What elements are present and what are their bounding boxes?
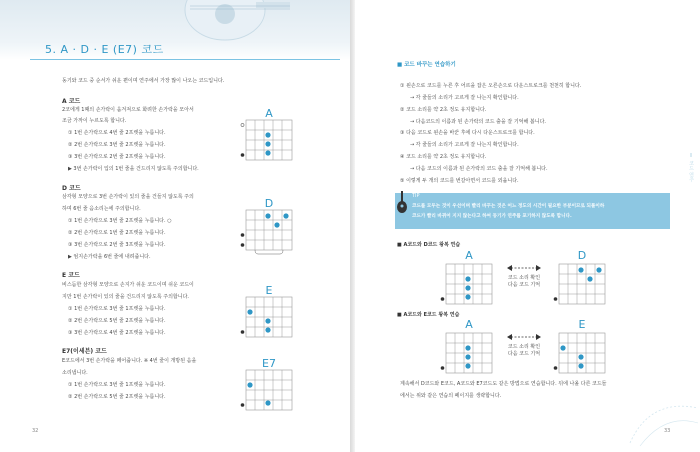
chord-diagram-e [240,295,298,345]
practice-step: → 다음 코드의 이름과 된 손가락의 코드 출을 잘 기억해 봅니다. [410,166,548,172]
closing-text: 계속해서 D코드와 E코드, A코드와 E7코드도 같은 방법으로 연습합니다. 뒤에 나올 다른 코드들 [400,381,607,387]
practice-step: ④ 코드 소리를 약 2초 정도 유지합니다. [400,154,487,160]
chord-diagram-e7 [240,368,298,418]
chord-name-e: E [265,284,273,297]
section-e-line: ② 2번 손가락으로 5번 줄 2프렛을 누릅니다. [68,318,166,324]
section-title-d: D 코드 [62,185,81,192]
tip-text: 코드를 모두는 것이 우선이며 빨리 바꾸는 것은 어느 정도의 시간이 필요한 부분이므로 되풀이하 [412,204,605,209]
switch-arrow-icon [507,333,541,341]
pair-note-line: 다음 코드 기억 [507,351,541,357]
section-e7-line: E코드에서 3번 손가락을 떼어줍니다. ※ 4번 줄이 개방된 음을 [62,358,197,364]
section-d-line: 삼각형 모양으로 3번 손가락이 있의 줄을 건들지 않도록 주의 [62,194,194,200]
chord-name-a: A [465,249,473,262]
section-title-e7: E7(이세븐) 코드 [62,348,107,355]
section-d-line: 하며 6번 줄 음소리는에 주의합니다. [62,206,141,212]
chord-name-a: A [465,318,473,331]
practice-title: ■ 코드 바꾸는 연습하기 [397,62,456,68]
practice-step: ① 왼손으로 코드를 누른 후 어르을 잡은 오른손으로 다운스트로크를 천천히 합니다. [400,83,582,89]
chord-name-a: A [265,107,273,120]
section-d-line: ② 2번 손가락으로 1번 줄 2프렛을 누릅니다. [68,230,166,236]
section-a-line: ① 1번 손가락으로 4번 줄 2프렛을 누릅니다. [68,130,166,136]
guitar-illustration-icon [170,0,290,54]
section-e-line: 지만 1번 손가락이 있의 줄을 건드리지 않도록 주의합니다. [62,294,189,300]
chord-diagram-a [240,118,298,168]
page-title: 5. A · D · E (E7) 코드 [45,43,164,56]
section-title-e: E 코드 [62,272,80,279]
chord-diagram-a [440,262,498,312]
pair-note-line: 코드 소리 확인 [507,275,541,281]
practice-step: ② 코드 소리를 약 2초 정도 유지합니다. [400,107,487,113]
section-e7-line: 소리냅니다. [62,370,88,376]
section-d-line: ③ 3번 손가락으로 2번 줄 3프렛을 누릅니다. [68,242,166,248]
title-divider [30,59,340,60]
chord-diagram-d [240,208,298,258]
pair-note [494,344,554,358]
section-a-line: ③ 3번 손가락으로 2번 줄 2프렛을 누릅니다. [68,154,166,160]
practice-step: ③ 다음 코드로 왼손을 바꾼 후에 다시 다운스트로크를 합니다. [400,130,535,136]
chord-diagram-e [553,331,611,381]
chord-name-d: D [264,197,274,210]
section-e7-line: ② 2번 손가락으로 5번 줄 2프렛을 누릅니다. [68,394,166,400]
chord-name-d: D [577,249,587,262]
section-e-line: ① 1번 손가락으로 3번 줄 1프렛을 누릅니다. [68,306,166,312]
section-a-line: ▶ 3번 손가락이 입의 1번 줄을 건드리지 않도록 주의합니다. [68,166,199,172]
page-number-left: 32 [32,428,39,434]
tip-box [395,193,670,229]
closing-text: 에서는 위와 같은 연습의 페이지를 생략합니다. [400,393,502,399]
chord-name-e7: E7 [262,357,276,370]
section-title-a: A 코드 [62,98,81,105]
chord-diagram-d [553,262,611,312]
section-e7-line: ① 1번 손가락으로 3번 줄 1프렛을 누릅니다. [68,382,166,388]
section-e-line: 비스듬한 삼각형 모양으로 손지가 쉬운 코드이며 쉬운 코드이 [62,282,194,288]
decorative-swirl-icon [620,388,700,448]
section-a-line: 조금 가까이 누르도록 합니다. [62,118,127,124]
page-number-right: 33 [664,428,671,434]
section-a-line: ② 2번 손가락으로 3번 줄 2프렛을 누릅니다. [68,142,166,148]
practice-step: → 각 줄들의 소리가 고르게 잘 나는지 확인합니다. [410,95,519,101]
tip-text: 코드가 빨리 바뀌어 지지 않는다고 하여 동기가 연주를 포기하지 않도록 합니다. [412,214,572,219]
pair-title-ad: ■ A코드와 D코드 왕복 연습 [397,242,461,248]
section-d-line: ① 1번 손가락으로 3번 줄 2프렛을 누릅니다. ○ [68,218,172,224]
chord-diagram-a [440,331,498,381]
chapter-tab: Ⅱ 코드 연주 [688,153,694,183]
pair-note-line: 코드 소리 확인 [507,344,541,350]
chord-name-e: E [578,318,586,331]
tip-label: TIP [412,193,420,199]
practice-step: → 각 줄들의 소리가 고르게 잘 나는지 확인합니다. [410,142,519,148]
pair-note-line: 다음 코드 기억 [507,282,541,288]
section-e-line: ③ 3번 손가락으로 4번 줄 2프렛을 누릅니다. [68,330,166,336]
pair-note [494,275,554,289]
section-d-line: ▶ 엄지손가락을 6번 줄에 내려줍니다. [68,254,151,260]
practice-step: → 다음코드의 이름과 된 손가락의 코드 출을 잘 기억해 봅니다. [410,119,547,125]
pair-title-ae: ■ A코드와 E코드 왕복 연습 [397,312,460,318]
guitar-icon [395,191,409,215]
intro-text: 동기와 코드 중 순서가 쉬운 편이며 연주에서 가장 많이 나오는 코드입니다. [62,78,225,84]
practice-step: ⑤ 이렇게 두 개의 코드를 번갈아면서 코드를 외웁니다. [400,178,519,184]
switch-arrow-icon [507,264,541,272]
section-a-line: 2코에게 1째의 손가락이 움겨져으로 화려한 손가락을 모아서 [62,107,194,113]
